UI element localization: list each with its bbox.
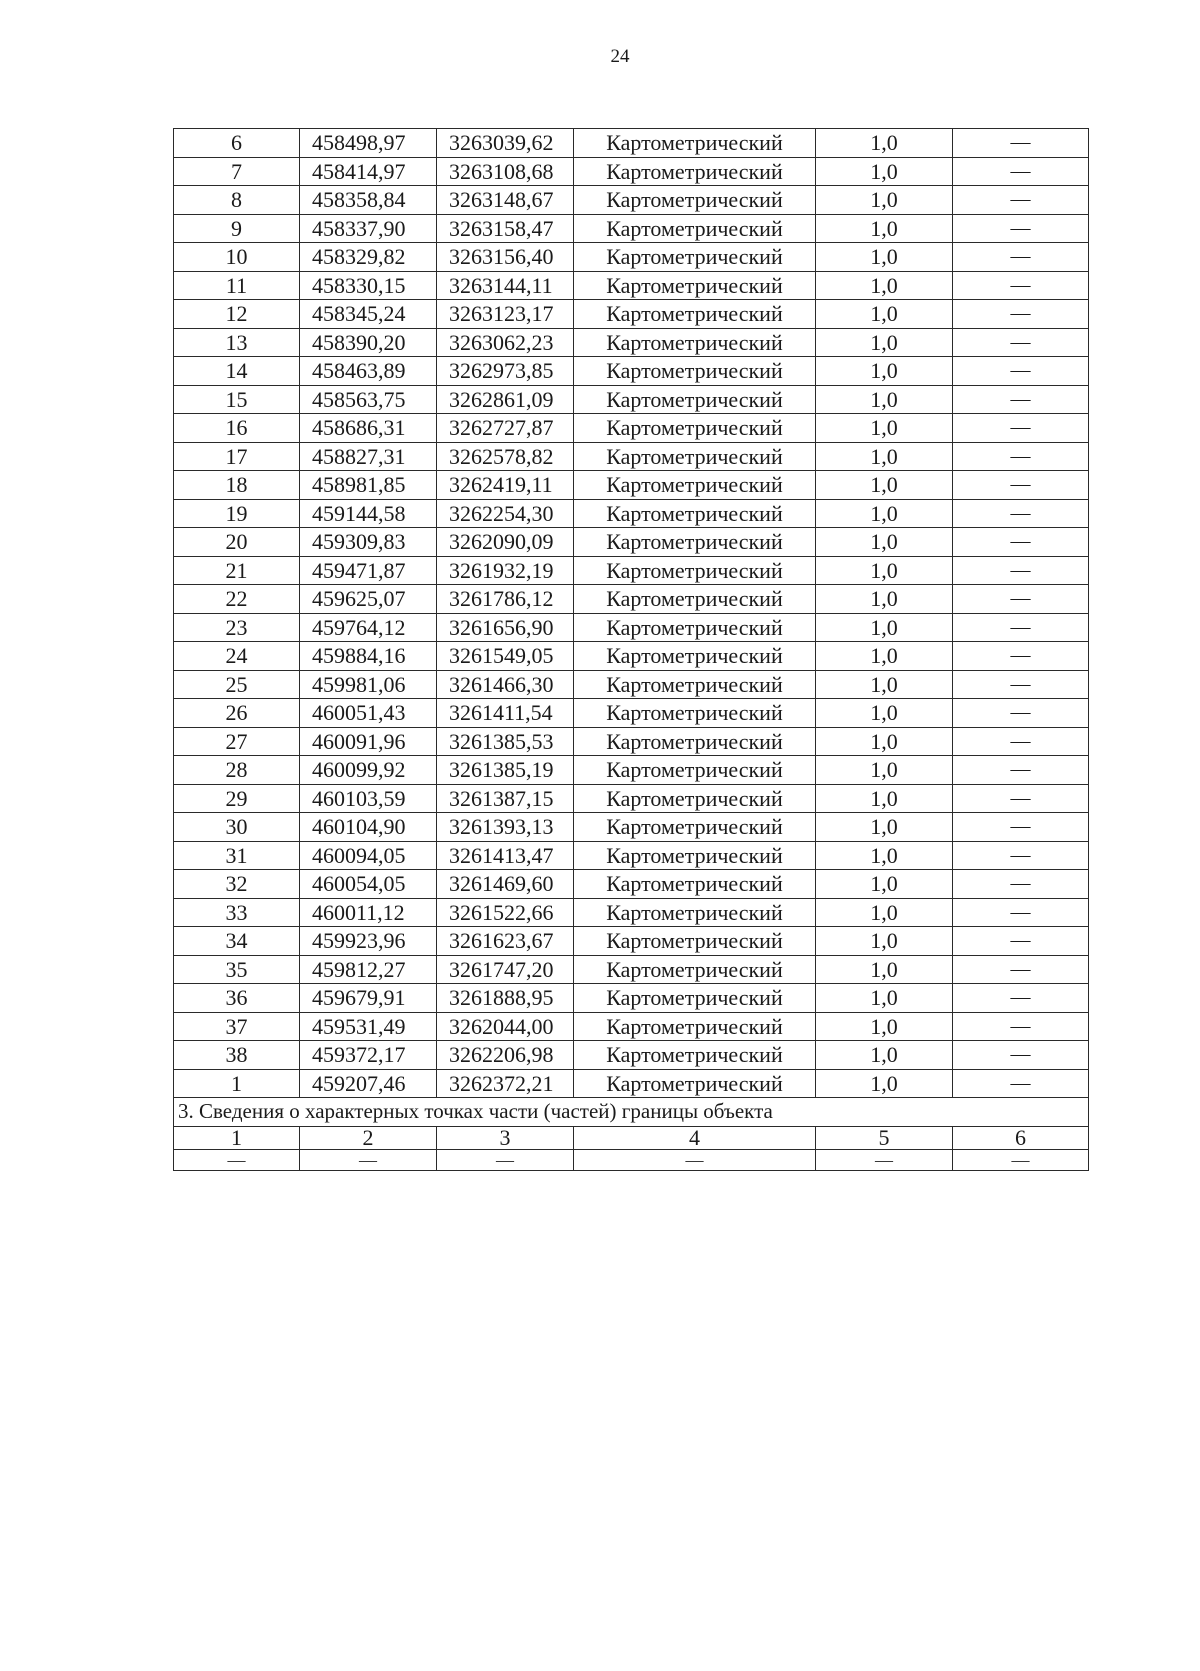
point-number-cell: 38 [174, 1041, 300, 1070]
accuracy-cell: 1,0 [816, 841, 953, 870]
x-coordinate-cell: 458329,82 [300, 243, 437, 272]
accuracy-cell: 1,0 [816, 357, 953, 386]
x-coordinate-cell: 458330,15 [300, 271, 437, 300]
x-coordinate-cell: 459531,49 [300, 1012, 437, 1041]
point-number-cell: 26 [174, 699, 300, 728]
x-coordinate-cell: 460054,05 [300, 870, 437, 899]
table-row [174, 129, 1089, 158]
table-row [174, 984, 1089, 1013]
description-cell: — [953, 813, 1089, 842]
method-cell: Картометрический [574, 556, 816, 585]
x-coordinate-cell: 459144,58 [300, 499, 437, 528]
table-row [174, 357, 1089, 386]
description-cell: — [953, 157, 1089, 186]
description-cell: — [953, 499, 1089, 528]
y-coordinate-cell: 3261387,15 [437, 784, 574, 813]
method-cell: Картометрический [574, 357, 816, 386]
y-coordinate-cell: 3262727,87 [437, 414, 574, 443]
accuracy-cell: 1,0 [816, 699, 953, 728]
description-cell: — [953, 585, 1089, 614]
accuracy-cell: 1,0 [816, 414, 953, 443]
y-coordinate-cell: 3263144,11 [437, 271, 574, 300]
point-number-cell: 1 [174, 1069, 300, 1098]
accuracy-cell: 1,0 [816, 1012, 953, 1041]
accuracy-cell: 1,0 [816, 927, 953, 956]
x-coordinate-cell: 460091,96 [300, 727, 437, 756]
description-cell: — [953, 955, 1089, 984]
description-cell: — [953, 841, 1089, 870]
empty-cell: — [816, 1149, 953, 1170]
column-number: 2 [300, 1126, 437, 1149]
table-row [174, 1069, 1089, 1098]
accuracy-cell: 1,0 [816, 670, 953, 699]
accuracy-cell: 1,0 [816, 385, 953, 414]
y-coordinate-cell: 3261522,66 [437, 898, 574, 927]
section3-empty-row [174, 1149, 1089, 1170]
method-cell: Картометрический [574, 471, 816, 500]
point-number-cell: 13 [174, 328, 300, 357]
y-coordinate-cell: 3261385,53 [437, 727, 574, 756]
y-coordinate-cell: 3263062,23 [437, 328, 574, 357]
description-cell: — [953, 898, 1089, 927]
table-row [174, 300, 1089, 329]
table-row [174, 699, 1089, 728]
point-number-cell: 7 [174, 157, 300, 186]
description-cell: — [953, 1069, 1089, 1098]
accuracy-cell: 1,0 [816, 243, 953, 272]
point-number-cell: 29 [174, 784, 300, 813]
description-cell: — [953, 129, 1089, 158]
table-row [174, 727, 1089, 756]
page-number: 24 [610, 46, 630, 67]
x-coordinate-cell: 459372,17 [300, 1041, 437, 1070]
column-number: 1 [174, 1126, 300, 1149]
table-row [174, 271, 1089, 300]
table-row [174, 756, 1089, 785]
point-number-cell: 17 [174, 442, 300, 471]
y-coordinate-cell: 3261747,20 [437, 955, 574, 984]
method-cell: Картометрический [574, 157, 816, 186]
y-coordinate-cell: 3261469,60 [437, 870, 574, 899]
accuracy-cell: 1,0 [816, 756, 953, 785]
y-coordinate-cell: 3261623,67 [437, 927, 574, 956]
x-coordinate-cell: 458463,89 [300, 357, 437, 386]
table-row [174, 157, 1089, 186]
accuracy-cell: 1,0 [816, 271, 953, 300]
description-cell: — [953, 699, 1089, 728]
accuracy-cell: 1,0 [816, 585, 953, 614]
table-row [174, 556, 1089, 585]
accuracy-cell: 1,0 [816, 727, 953, 756]
method-cell: Картометрический [574, 129, 816, 158]
table-row [174, 442, 1089, 471]
y-coordinate-cell: 3262861,09 [437, 385, 574, 414]
x-coordinate-cell: 460051,43 [300, 699, 437, 728]
point-number-cell: 20 [174, 528, 300, 557]
y-coordinate-cell: 3263039,62 [437, 129, 574, 158]
x-coordinate-cell: 458498,97 [300, 129, 437, 158]
y-coordinate-cell: 3261786,12 [437, 585, 574, 614]
point-number-cell: 24 [174, 642, 300, 671]
accuracy-cell: 1,0 [816, 442, 953, 471]
y-coordinate-cell: 3262578,82 [437, 442, 574, 471]
point-number-cell: 28 [174, 756, 300, 785]
accuracy-cell: 1,0 [816, 898, 953, 927]
point-number-cell: 21 [174, 556, 300, 585]
x-coordinate-cell: 459764,12 [300, 613, 437, 642]
method-cell: Картометрический [574, 585, 816, 614]
x-coordinate-cell: 458563,75 [300, 385, 437, 414]
y-coordinate-cell: 3262372,21 [437, 1069, 574, 1098]
accuracy-cell: 1,0 [816, 1041, 953, 1070]
table-row [174, 328, 1089, 357]
point-number-cell: 16 [174, 414, 300, 443]
accuracy-cell: 1,0 [816, 471, 953, 500]
point-number-cell: 35 [174, 955, 300, 984]
points-table-body [174, 129, 1089, 1098]
description-cell: — [953, 214, 1089, 243]
y-coordinate-cell: 3263158,47 [437, 214, 574, 243]
method-cell: Картометрический [574, 756, 816, 785]
table-row [174, 898, 1089, 927]
accuracy-cell: 1,0 [816, 129, 953, 158]
column-number: 5 [816, 1126, 953, 1149]
x-coordinate-cell: 458827,31 [300, 442, 437, 471]
accuracy-cell: 1,0 [816, 556, 953, 585]
x-coordinate-cell: 459923,96 [300, 927, 437, 956]
table-row [174, 186, 1089, 215]
description-cell: — [953, 784, 1089, 813]
method-cell: Картометрический [574, 784, 816, 813]
column-number: 4 [574, 1126, 816, 1149]
description-cell: — [953, 642, 1089, 671]
description-cell: — [953, 243, 1089, 272]
table-row [174, 613, 1089, 642]
description-cell: — [953, 271, 1089, 300]
method-cell: Картометрический [574, 727, 816, 756]
point-number-cell: 18 [174, 471, 300, 500]
y-coordinate-cell: 3261932,19 [437, 556, 574, 585]
description-cell: — [953, 328, 1089, 357]
table-row [174, 955, 1089, 984]
table-row [174, 243, 1089, 272]
accuracy-cell: 1,0 [816, 613, 953, 642]
table-row [174, 214, 1089, 243]
x-coordinate-cell: 459471,87 [300, 556, 437, 585]
x-coordinate-cell: 458345,24 [300, 300, 437, 329]
method-cell: Картометрический [574, 955, 816, 984]
section3-column-numbers-row [174, 1126, 1089, 1149]
method-cell: Картометрический [574, 870, 816, 899]
accuracy-cell: 1,0 [816, 186, 953, 215]
y-coordinate-cell: 3261549,05 [437, 642, 574, 671]
method-cell: Картометрический [574, 613, 816, 642]
point-number-cell: 36 [174, 984, 300, 1013]
table-row [174, 499, 1089, 528]
point-number-cell: 10 [174, 243, 300, 272]
accuracy-cell: 1,0 [816, 499, 953, 528]
section3-title-row [174, 1098, 1089, 1127]
x-coordinate-cell: 459812,27 [300, 955, 437, 984]
method-cell: Картометрический [574, 414, 816, 443]
description-cell: — [953, 727, 1089, 756]
method-cell: Картометрический [574, 385, 816, 414]
accuracy-cell: 1,0 [816, 214, 953, 243]
table-row [174, 670, 1089, 699]
x-coordinate-cell: 460094,05 [300, 841, 437, 870]
method-cell: Картометрический [574, 1041, 816, 1070]
method-cell: Картометрический [574, 186, 816, 215]
y-coordinate-cell: 3261888,95 [437, 984, 574, 1013]
y-coordinate-cell: 3262090,09 [437, 528, 574, 557]
description-cell: — [953, 442, 1089, 471]
method-cell: Картометрический [574, 984, 816, 1013]
accuracy-cell: 1,0 [816, 784, 953, 813]
method-cell: Картометрический [574, 642, 816, 671]
table-row [174, 841, 1089, 870]
description-cell: — [953, 300, 1089, 329]
description-cell: — [953, 670, 1089, 699]
table-row [174, 585, 1089, 614]
point-number-cell: 33 [174, 898, 300, 927]
empty-cell: — [574, 1149, 816, 1170]
y-coordinate-cell: 3262419,11 [437, 471, 574, 500]
method-cell: Картометрический [574, 442, 816, 471]
x-coordinate-cell: 460104,90 [300, 813, 437, 842]
method-cell: Картометрический [574, 670, 816, 699]
method-cell: Картометрический [574, 499, 816, 528]
accuracy-cell: 1,0 [816, 984, 953, 1013]
column-number: 6 [953, 1126, 1089, 1149]
description-cell: — [953, 927, 1089, 956]
x-coordinate-cell: 460103,59 [300, 784, 437, 813]
x-coordinate-cell: 458981,85 [300, 471, 437, 500]
empty-cell: — [953, 1149, 1089, 1170]
point-number-cell: 8 [174, 186, 300, 215]
method-cell: Картометрический [574, 813, 816, 842]
table-row [174, 414, 1089, 443]
y-coordinate-cell: 3263156,40 [437, 243, 574, 272]
accuracy-cell: 1,0 [816, 870, 953, 899]
description-cell: — [953, 613, 1089, 642]
description-cell: — [953, 357, 1089, 386]
point-number-cell: 31 [174, 841, 300, 870]
y-coordinate-cell: 3261656,90 [437, 613, 574, 642]
point-number-cell: 30 [174, 813, 300, 842]
accuracy-cell: 1,0 [816, 157, 953, 186]
description-cell: — [953, 414, 1089, 443]
boundary-points-table [173, 128, 1089, 1171]
y-coordinate-cell: 3261413,47 [437, 841, 574, 870]
accuracy-cell: 1,0 [816, 300, 953, 329]
description-cell: — [953, 1012, 1089, 1041]
empty-cell: — [174, 1149, 300, 1170]
table-row [174, 784, 1089, 813]
y-coordinate-cell: 3262973,85 [437, 357, 574, 386]
method-cell: Картометрический [574, 898, 816, 927]
column-number: 3 [437, 1126, 574, 1149]
y-coordinate-cell: 3262206,98 [437, 1041, 574, 1070]
y-coordinate-cell: 3261466,30 [437, 670, 574, 699]
point-number-cell: 14 [174, 357, 300, 386]
description-cell: — [953, 756, 1089, 785]
point-number-cell: 27 [174, 727, 300, 756]
y-coordinate-cell: 3262254,30 [437, 499, 574, 528]
x-coordinate-cell: 459884,16 [300, 642, 437, 671]
description-cell: — [953, 385, 1089, 414]
method-cell: Картометрический [574, 927, 816, 956]
point-number-cell: 22 [174, 585, 300, 614]
description-cell: — [953, 471, 1089, 500]
y-coordinate-cell: 3262044,00 [437, 1012, 574, 1041]
accuracy-cell: 1,0 [816, 328, 953, 357]
point-number-cell: 25 [174, 670, 300, 699]
table-row [174, 1012, 1089, 1041]
point-number-cell: 32 [174, 870, 300, 899]
accuracy-cell: 1,0 [816, 955, 953, 984]
x-coordinate-cell: 458686,31 [300, 414, 437, 443]
point-number-cell: 6 [174, 129, 300, 158]
description-cell: — [953, 528, 1089, 557]
point-number-cell: 37 [174, 1012, 300, 1041]
point-number-cell: 19 [174, 499, 300, 528]
empty-cell: — [437, 1149, 574, 1170]
x-coordinate-cell: 458337,90 [300, 214, 437, 243]
table-row [174, 385, 1089, 414]
x-coordinate-cell: 458414,97 [300, 157, 437, 186]
table-row [174, 471, 1089, 500]
description-cell: — [953, 1041, 1089, 1070]
point-number-cell: 15 [174, 385, 300, 414]
method-cell: Картометрический [574, 1012, 816, 1041]
y-coordinate-cell: 3263123,17 [437, 300, 574, 329]
x-coordinate-cell: 459207,46 [300, 1069, 437, 1098]
y-coordinate-cell: 3263148,67 [437, 186, 574, 215]
accuracy-cell: 1,0 [816, 642, 953, 671]
description-cell: — [953, 186, 1089, 215]
method-cell: Картометрический [574, 328, 816, 357]
section3-title: 3. Сведения о характерных точках части (частей) границы объекта [174, 1098, 1089, 1127]
method-cell: Картометрический [574, 243, 816, 272]
description-cell: — [953, 984, 1089, 1013]
method-cell: Картометрический [574, 1069, 816, 1098]
table-row [174, 870, 1089, 899]
description-cell: — [953, 556, 1089, 585]
table-row [174, 927, 1089, 956]
method-cell: Картометрический [574, 841, 816, 870]
y-coordinate-cell: 3261393,13 [437, 813, 574, 842]
method-cell: Картометрический [574, 300, 816, 329]
y-coordinate-cell: 3263108,68 [437, 157, 574, 186]
y-coordinate-cell: 3261385,19 [437, 756, 574, 785]
section3-body [174, 1098, 1089, 1171]
method-cell: Картометрический [574, 528, 816, 557]
point-number-cell: 11 [174, 271, 300, 300]
accuracy-cell: 1,0 [816, 528, 953, 557]
method-cell: Картометрический [574, 271, 816, 300]
x-coordinate-cell: 459981,06 [300, 670, 437, 699]
accuracy-cell: 1,0 [816, 1069, 953, 1098]
x-coordinate-cell: 458358,84 [300, 186, 437, 215]
table-row [174, 528, 1089, 557]
x-coordinate-cell: 460099,92 [300, 756, 437, 785]
method-cell: Картометрический [574, 214, 816, 243]
table-row [174, 642, 1089, 671]
x-coordinate-cell: 459309,83 [300, 528, 437, 557]
accuracy-cell: 1,0 [816, 813, 953, 842]
y-coordinate-cell: 3261411,54 [437, 699, 574, 728]
x-coordinate-cell: 460011,12 [300, 898, 437, 927]
x-coordinate-cell: 459679,91 [300, 984, 437, 1013]
x-coordinate-cell: 458390,20 [300, 328, 437, 357]
table-row [174, 813, 1089, 842]
point-number-cell: 12 [174, 300, 300, 329]
empty-cell: — [300, 1149, 437, 1170]
point-number-cell: 34 [174, 927, 300, 956]
table-row [174, 1041, 1089, 1070]
x-coordinate-cell: 459625,07 [300, 585, 437, 614]
point-number-cell: 23 [174, 613, 300, 642]
point-number-cell: 9 [174, 214, 300, 243]
description-cell: — [953, 870, 1089, 899]
method-cell: Картометрический [574, 699, 816, 728]
